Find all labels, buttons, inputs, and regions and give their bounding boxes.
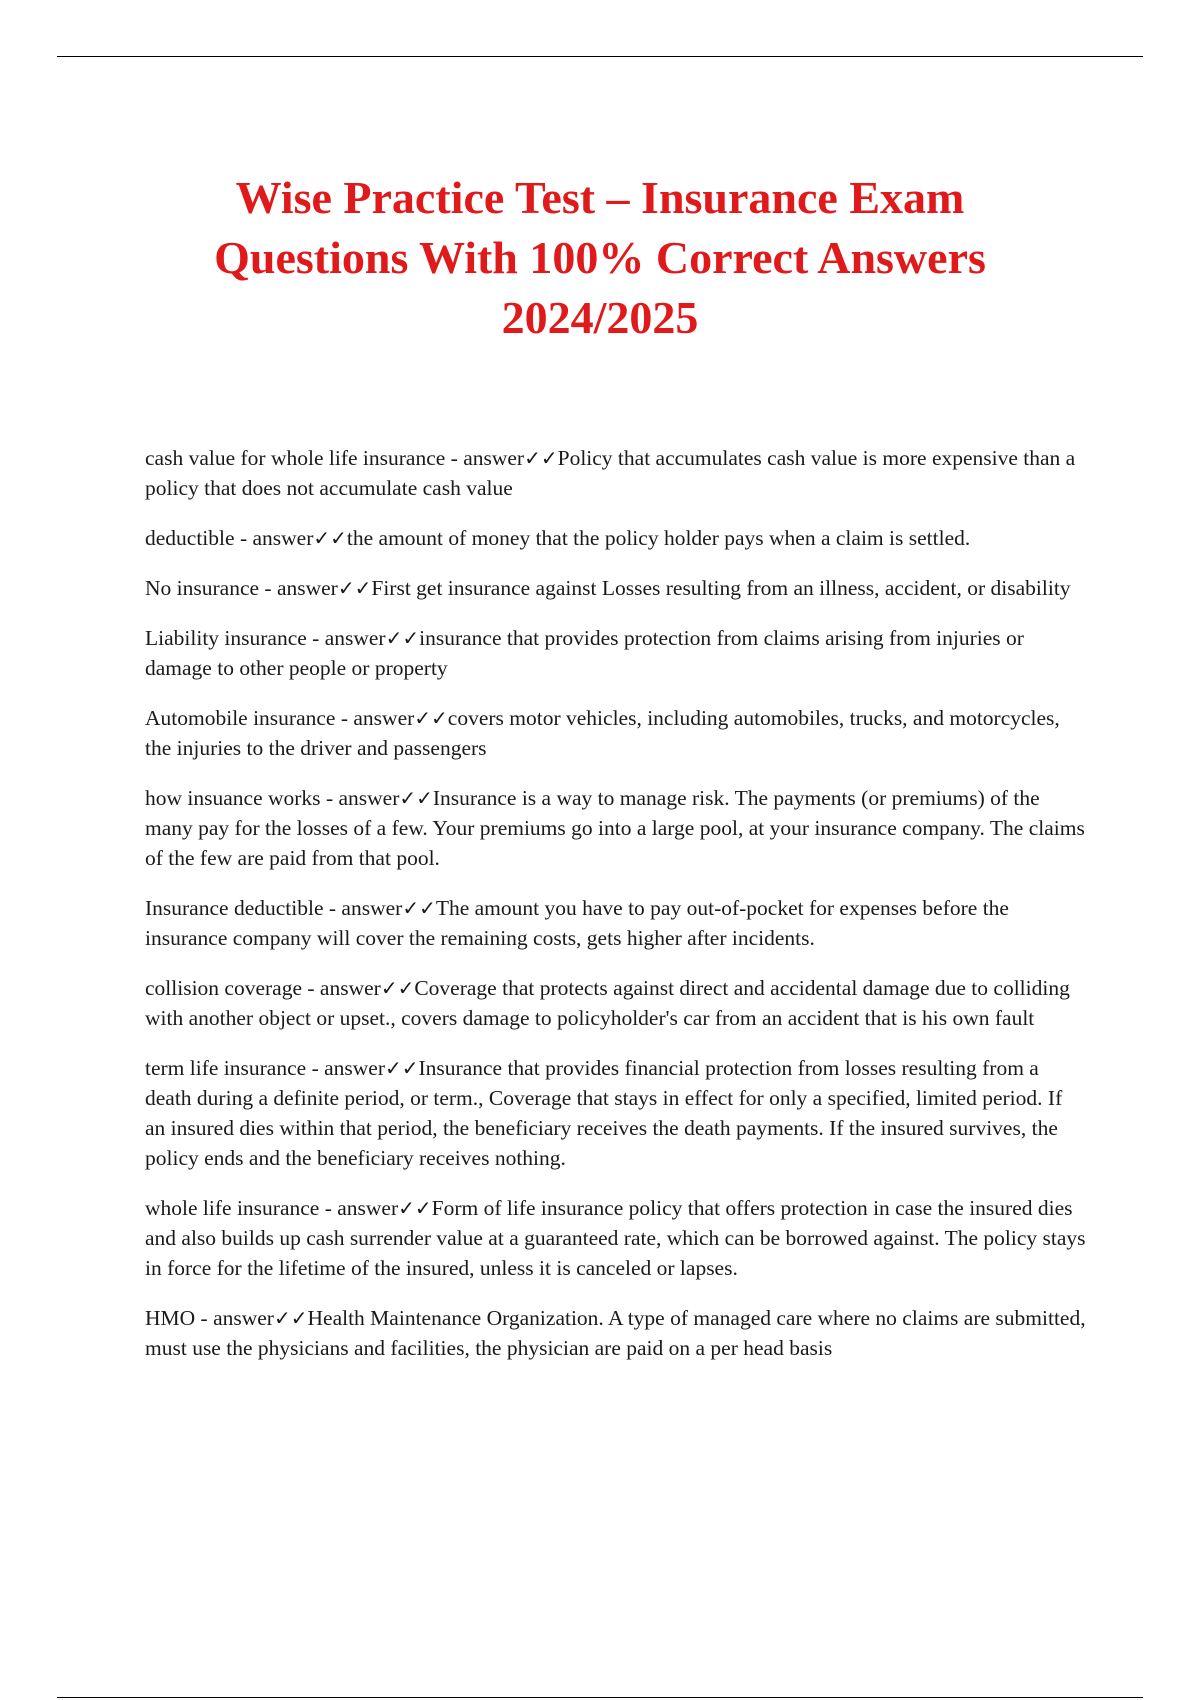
qa-term: whole life insurance xyxy=(145,1196,320,1220)
qa-separator: - answer xyxy=(323,896,403,920)
qa-answer: First get insurance against Losses resulting from an illness, accident, or disability xyxy=(371,576,1071,600)
qa-term: term life insurance xyxy=(145,1056,307,1080)
qa-separator: - answer xyxy=(195,1306,274,1330)
qa-item xyxy=(145,1303,1087,1363)
document-title xyxy=(100,168,1100,348)
qa-term: collision coverage xyxy=(145,976,303,1000)
qa-term: HMO xyxy=(145,1306,196,1330)
qa-item xyxy=(145,523,1087,553)
checkmark-icon: ✓✓ xyxy=(399,786,433,810)
qa-answer: Form of life insurance policy that offers protection in case the insured dies and also builds up cash surrender value at a guaranteed rate, which can be borrowed against. The policy stays in force for the lifetime of the insured, unless it is canceled or lapses. xyxy=(145,1196,1086,1280)
qa-answer: covers motor vehicles, including automobiles, trucks, and motorcycles, the injuries to the driver and passengers xyxy=(145,706,1060,760)
checkmark-icon: ✓✓ xyxy=(385,1056,419,1080)
qa-answer: insurance that provides protection from claims arising from injuries or damage to other people or property xyxy=(145,626,1024,680)
qa-separator: - answer xyxy=(306,1056,385,1080)
qa-item xyxy=(145,973,1087,1033)
qa-term: deductible xyxy=(145,526,235,550)
qa-separator: - answer xyxy=(320,786,400,810)
qa-separator: - answer xyxy=(234,526,314,550)
qa-answer: Insurance that provides financial protection from losses resulting from a death during a definite period, or term., Coverage that stays in effect for only a specified, limited period. If an insured dies within that period, the beneficiary receives the death payments. If the insured survives, the policy ends and the beneficiary receives nothing. xyxy=(145,1056,1063,1170)
qa-separator: - answer xyxy=(335,706,415,730)
top-rule xyxy=(57,56,1143,57)
checkmark-icon: ✓✓ xyxy=(380,976,415,1000)
checkmark-icon: ✓✓ xyxy=(398,1196,432,1220)
qa-item xyxy=(145,443,1087,503)
checkmark-icon: ✓✓ xyxy=(414,706,448,730)
qa-item xyxy=(145,1193,1087,1283)
checkmark-icon: ✓✓ xyxy=(337,576,372,600)
qa-term: Automobile insurance xyxy=(145,706,336,730)
qa-separator: - answer xyxy=(319,1196,399,1220)
qa-answer: Policy that accumulates cash value is more expensive than a policy that does not accumulate cash value xyxy=(145,446,1076,500)
title-line-3: 2024/2025 xyxy=(501,292,699,343)
checkmark-icon: ✓✓ xyxy=(524,446,558,470)
qa-term: No insurance xyxy=(145,576,260,600)
qa-separator: - answer xyxy=(445,446,525,470)
qa-item xyxy=(145,783,1087,873)
qa-term: Liability insurance xyxy=(145,626,307,650)
qa-list xyxy=(145,443,1087,1383)
qa-item xyxy=(145,1053,1087,1173)
bottom-rule xyxy=(57,1697,1143,1698)
qa-item xyxy=(145,703,1087,763)
qa-answer: Coverage that protects against direct and accidental damage due to colliding with another object or upset., covers damage to policyholder's car from an accident that is his own fault xyxy=(145,976,1070,1030)
title-line-1: Wise Practice Test – Insurance Exam xyxy=(235,172,965,223)
qa-separator: - answer xyxy=(306,626,386,650)
qa-term: Insurance deductible xyxy=(145,896,324,920)
qa-separator: - answer xyxy=(259,576,338,600)
title-line-2: Questions With 100% Correct Answers xyxy=(214,232,986,283)
checkmark-icon: ✓✓ xyxy=(313,526,347,550)
qa-answer: The amount you have to pay out-of-pocket for expenses before the insurance company will cover the remaining costs, gets higher after incidents. xyxy=(145,896,1009,950)
qa-item xyxy=(145,573,1087,603)
qa-item xyxy=(145,623,1087,683)
qa-term: how insuance works xyxy=(145,786,321,810)
qa-term: cash value for whole life insurance xyxy=(145,446,446,470)
qa-answer: the amount of money that the policy holder pays when a claim is settled. xyxy=(346,526,971,550)
checkmark-icon: ✓✓ xyxy=(385,626,420,650)
qa-answer: Insurance is a way to manage risk. The payments (or premiums) of the many pay for the losses of a few. Your premiums go into a large pool, at your insurance company. The claims of the few are paid from that pool. xyxy=(145,786,1085,870)
qa-item xyxy=(145,893,1087,953)
checkmark-icon: ✓✓ xyxy=(402,896,436,920)
checkmark-icon: ✓✓ xyxy=(273,1306,308,1330)
qa-answer: Health Maintenance Organization. A type of managed care where no claims are submitted, must use the physicians and facilities, the physician are paid on a per head basis xyxy=(145,1306,1086,1360)
qa-separator: - answer xyxy=(302,976,381,1000)
